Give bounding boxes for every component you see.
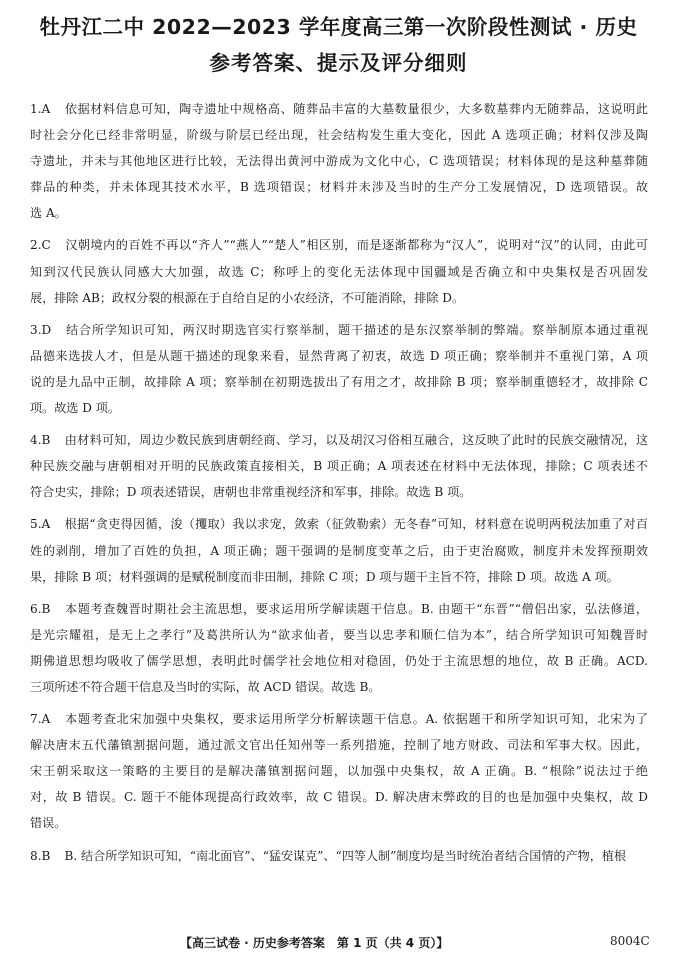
answer-line — [30, 96, 648, 122]
explanation-text: 解决唐末五代藩镇割据问题，通过派文官出任知州等一系列措施，控制了地方财政、司法和军事大权。因此， — [30, 738, 648, 753]
explanation-text: 品德来选拔人才，但是从题干描述的现象来看，显然背离了初衷，故选 D 项正确；察举制并不重视门第，A 项 — [30, 348, 648, 363]
explanation-text: 知到汉代民族认同感大大加强，故选 C；称呼上的变化无法体现中国疆域是否确立和中央集权是否巩固发 — [30, 264, 648, 279]
explanation-text: 由材料可知，周边少数民族到唐朝经商、学习，以及胡汉习俗相互融合，这反映了此时的民族交融情况，这 — [64, 433, 648, 448]
answer-letter: D — [41, 322, 52, 337]
explanation-text: 是光宗耀祖，是无上之孝行”及葛洪所认为“欲求仙者，要当以忠孝和顺仁信为本”，结合所学知识可知魏晋时 — [30, 627, 648, 642]
explanation-text: 果，排除 B 项；材料强调的是赋税制度而非田制，排除 C 项；D 项与题干主旨不符，排除 D 项。故选 A 项。 — [30, 569, 619, 584]
answer-line — [30, 674, 648, 700]
answer-item — [30, 706, 648, 836]
answer-letter: B — [41, 601, 51, 616]
answer-line — [30, 596, 648, 622]
explanation-text: 符合史实，排除；D 项表述错误，唐朝也非常重视经济和军事，排除。故选 B 项。 — [30, 485, 472, 500]
explanation-text: B. 结合所学知识可知，“南北面官”、“猛安谋克”、“四等人制”制度均是当时统治者结合国情的产物，植根 — [64, 848, 627, 863]
explanation-text: 宋王朝采取这一策略的主要目的是解决藩镇割据问题，以加强中央集权，故 A 正确。B. “根除”说法过于绝 — [30, 764, 648, 779]
answer-letter: A — [41, 517, 51, 532]
explanation-text: 根据“贪吏得因循，浚（攫取）我以求宠，敛索（征敛勒索）无冬春”可知，材料意在说明两税法加重了对百 — [64, 517, 648, 532]
answer-line — [30, 784, 648, 810]
answer-line — [30, 706, 648, 732]
answer-line — [30, 758, 648, 784]
answer-line — [30, 174, 648, 200]
answer-line — [30, 538, 648, 564]
page-subtitle: 参考答案、提示及评分细则 — [209, 51, 468, 75]
answer-line — [30, 648, 648, 674]
answer-line — [30, 200, 648, 226]
question-number: 6. — [30, 601, 42, 616]
answer-line — [30, 259, 648, 285]
answer-line — [30, 453, 648, 479]
answer-list — [30, 96, 648, 875]
answer-line — [30, 285, 648, 311]
question-number: 8. — [30, 848, 42, 863]
page-title: 牡丹江二中 2022—2023 学年度高三第一次阶段性测试 · 历史 — [39, 15, 638, 39]
answer-line — [30, 148, 648, 174]
answer-line — [30, 732, 648, 758]
explanation-text: 对，故 B 错误。C. 题干不能体现提高行政效率，故 C 错误。D. 解决唐末弊政的目的也是加强中央集权，故 D — [30, 790, 648, 805]
answer-line — [30, 427, 648, 453]
footer-code: 8004C — [610, 934, 650, 948]
answer-item — [30, 596, 648, 700]
answer-line — [30, 564, 648, 590]
question-number: 7. — [30, 712, 42, 727]
answer-letter: A — [41, 712, 51, 727]
explanation-text: 选 A。 — [30, 206, 67, 221]
answer-item — [30, 96, 648, 226]
answer-item — [30, 427, 648, 505]
explanation-text: 姓的剥削，增加了百姓的负担，A 项正确；题干强调的是制度变革之后，由于吏治腐败，制度并未发挥预期效 — [30, 543, 648, 558]
question-number: 1. — [30, 102, 42, 116]
explanation-text: 项。故选 D 项。 — [30, 401, 120, 416]
question-number: 2. — [30, 238, 42, 253]
answer-line — [30, 343, 648, 369]
answer-line — [30, 511, 648, 537]
explanation-text: 说的是九品中正制，故排除 A 项；察举制在初期选拔出了有用之才，故排除 B 项；察举制重德轻才，故排除 C — [30, 374, 648, 389]
explanation-text: 葬品的种类，并未体现其技术水平，B 选项错误；材料并未涉及当时的生产分工发展情况，D 选项错误。故 — [30, 180, 648, 195]
explanation-text: 展，排除 AB；政权分裂的根源在于自给自足的小农经济，不可能消除，排除 D。 — [30, 290, 465, 305]
question-number: 4. — [30, 433, 42, 448]
answer-item — [30, 843, 648, 869]
explanation-text: 寺遗址，并未与其他地区进行比较，无法得出黄河中游成为文化中心，C 选项错误；材料体现的是这种墓葬随 — [30, 154, 648, 169]
answer-letter: B — [41, 433, 51, 448]
explanation-text: 三项所述不符合题干信息及当时的实际，故 ACD 错误。故选 B。 — [30, 679, 381, 694]
question-number: 3. — [30, 322, 42, 337]
answer-line — [30, 810, 648, 836]
answer-letter: C — [41, 238, 51, 253]
explanation-text: 种民族交融与唐朝相对开明的民族政策直接相关，B 项正确；A 项表述在材料中无法体现，排除；C 项表述不 — [30, 459, 648, 474]
answer-line — [30, 122, 648, 148]
explanation-text: 期佛道思想均吸收了儒学思想，表明此时儒学社会地位相对稳固，仍处于主流思想的地位，故 B 正确。ACD. — [30, 653, 648, 668]
answer-letter: A — [41, 102, 51, 116]
answer-line — [30, 369, 648, 395]
answer-letter: B — [41, 848, 51, 863]
explanation-text: 依据材料信息可知，陶寺遗址中规格高、随葬品丰富的大墓数量很少，大多数墓葬内无随葬品，这说明此 — [64, 102, 648, 116]
question-number: 5. — [30, 517, 42, 532]
answer-line — [30, 479, 648, 505]
answer-line — [30, 843, 648, 869]
answer-line — [30, 232, 648, 258]
explanation-text: 错误。 — [30, 816, 67, 831]
explanation-text: 本题考查魏晋时期社会主流思想，要求运用所学解读题干信息。B. 由题干“东晋”“僧侣出家，弘法修道， — [64, 601, 648, 616]
explanation-text: 本题考查北宋加强中央集权，要求运用所学分析解读题干信息。A. 依据题干和所学知识可知，北宋为了 — [64, 712, 648, 727]
footer-page-info: 【高三试卷 · 历史参考答案 第 1 页（共 4 页）】 — [180, 936, 449, 950]
answer-line — [30, 317, 648, 343]
answer-item — [30, 511, 648, 589]
answer-line — [30, 395, 648, 421]
answer-line — [30, 622, 648, 648]
answer-item — [30, 317, 648, 421]
explanation-text: 汉朝境内的百姓不再以“齐人”“燕人”“楚人”相区别，而是逐渐都称为“汉人”，说明对“汉”的认同，由此可 — [64, 238, 648, 253]
explanation-text: 时社会分化已经非常明显，阶级与阶层已经出现，社会结构发生重大变化，因此 A 选项正确；材料仅涉及陶 — [30, 128, 648, 143]
answer-item — [30, 232, 648, 310]
explanation-text: 结合所学知识可知，两汉时期选官实行察举制，题干描述的是东汉察举制的弊端。察举制原本通过重视 — [65, 322, 648, 337]
